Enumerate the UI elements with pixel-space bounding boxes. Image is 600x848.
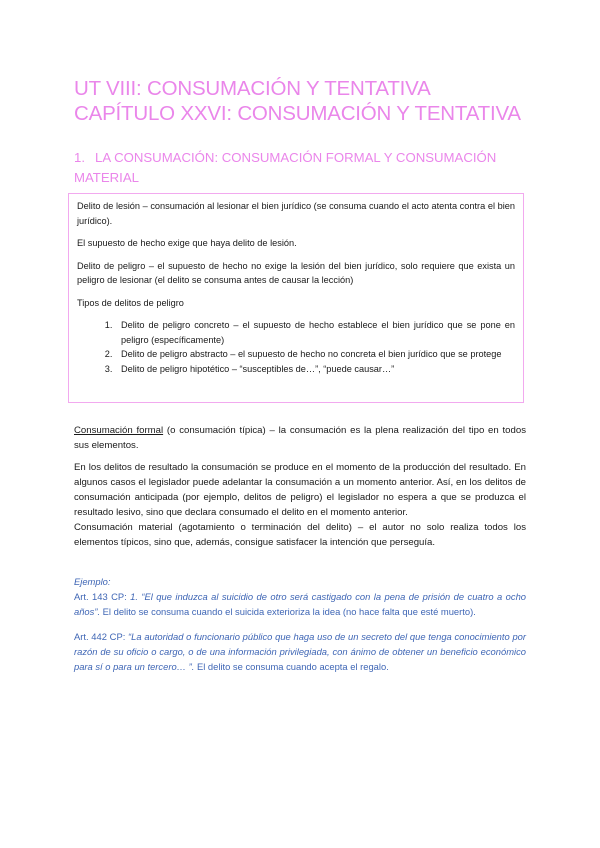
term-consumacion-formal: Consumación formal (74, 425, 164, 436)
paragraph-delitos-resultado: En los delitos de resultado la consumación se produce en el momento de la producción del resultado. En algunos casos el legislador puede adelantar la consumación a un momento anterior. Así, en los delitos de consumación anticipada (por ejemplo, delitos de peligro) el legislador no espera a que se produzca el resultado lesivo, sino que declara consumado el delito en el momento anterior. (74, 462, 526, 518)
definition-lesion: Delito de lesión – consumación al lesionar el bien jurídico (se consuma cuando el acto atenta contra el bien jurídico). (77, 201, 515, 226)
example-art-442 (74, 629, 526, 674)
section-number: 1. (74, 150, 85, 165)
list-item: 1. Delito de peligro concreto – el supuesto de hecho establece el bien jurídico que se pone en peligro (específicamente) (115, 318, 515, 347)
title-line-chapter: CAPÍTULO XXVI: CONSUMACIÓN Y TENTATIVA (74, 102, 521, 125)
article-reference: Art. 442 CP: (74, 631, 129, 642)
article-note: El delito se consuma cuando el suicida exterioriza la idea (no hace falta que esté muerto). (100, 606, 476, 617)
definitions-box (68, 193, 524, 403)
peligro-types-list (77, 318, 515, 376)
example-label: Ejemplo: (74, 576, 111, 587)
examples-section (74, 574, 526, 684)
list-item: 3. Delito de peligro hipotético – “susceptibles de…”, “puede causar…” (115, 362, 515, 377)
paragraph-consumacion-material: Consumación material (agotamiento o terminación del delito) – el autor no solo realiza todos los elementos típicos, sino que, además, consigue satisfacer la intención que perseguía. (74, 522, 526, 548)
definition-peligro: Delito de peligro – el supuesto de hecho no exige la lesión del bien jurídico, solo requiere que exista un peligro de lesionar (el delito se consuma antes de causar la lección) (77, 260, 515, 285)
body-text (74, 423, 526, 557)
article-reference: Art. 143 CP: (74, 591, 131, 602)
peligro-types-heading: Tipos de delitos de peligro (77, 297, 184, 308)
definition-supuesto: El supuesto de hecho exige que haya delito de lesión. (77, 238, 297, 248)
page-title (74, 76, 544, 126)
paragraph-consumacion-formal (74, 423, 526, 453)
article-note: El delito se consuma cuando acepta el regalo. (194, 661, 389, 672)
section-title: LA CONSUMACIÓN: CONSUMACIÓN FORMAL Y CONSUMACIÓN MATERIAL (74, 150, 497, 185)
title-line-unit: UT VIII: CONSUMACIÓN Y TENTATIVA (74, 77, 431, 100)
list-item: 2. Delito de peligro abstracto – el supuesto de hecho no concreta el bien jurídico que se protege (115, 347, 515, 362)
example-art-143 (74, 589, 526, 619)
article-quote: “La autoridad o funcionario público que haga uso de un secreto del que tenga conocimiento por razón de su oficio o cargo, o de una información privilegiada, con ánimo de obtener un beneficio económico para sí o para un tercero… ”. (74, 631, 526, 672)
article-quote: 1. “El que induzca al suicidio de otro será castigado con la pena de prisión de cuatro a ocho años”. (74, 591, 526, 617)
section-heading (74, 148, 544, 188)
formal-definition: (o consumación típica) – la consumación es la plena realización del tipo en todos sus elementos. (74, 425, 526, 451)
